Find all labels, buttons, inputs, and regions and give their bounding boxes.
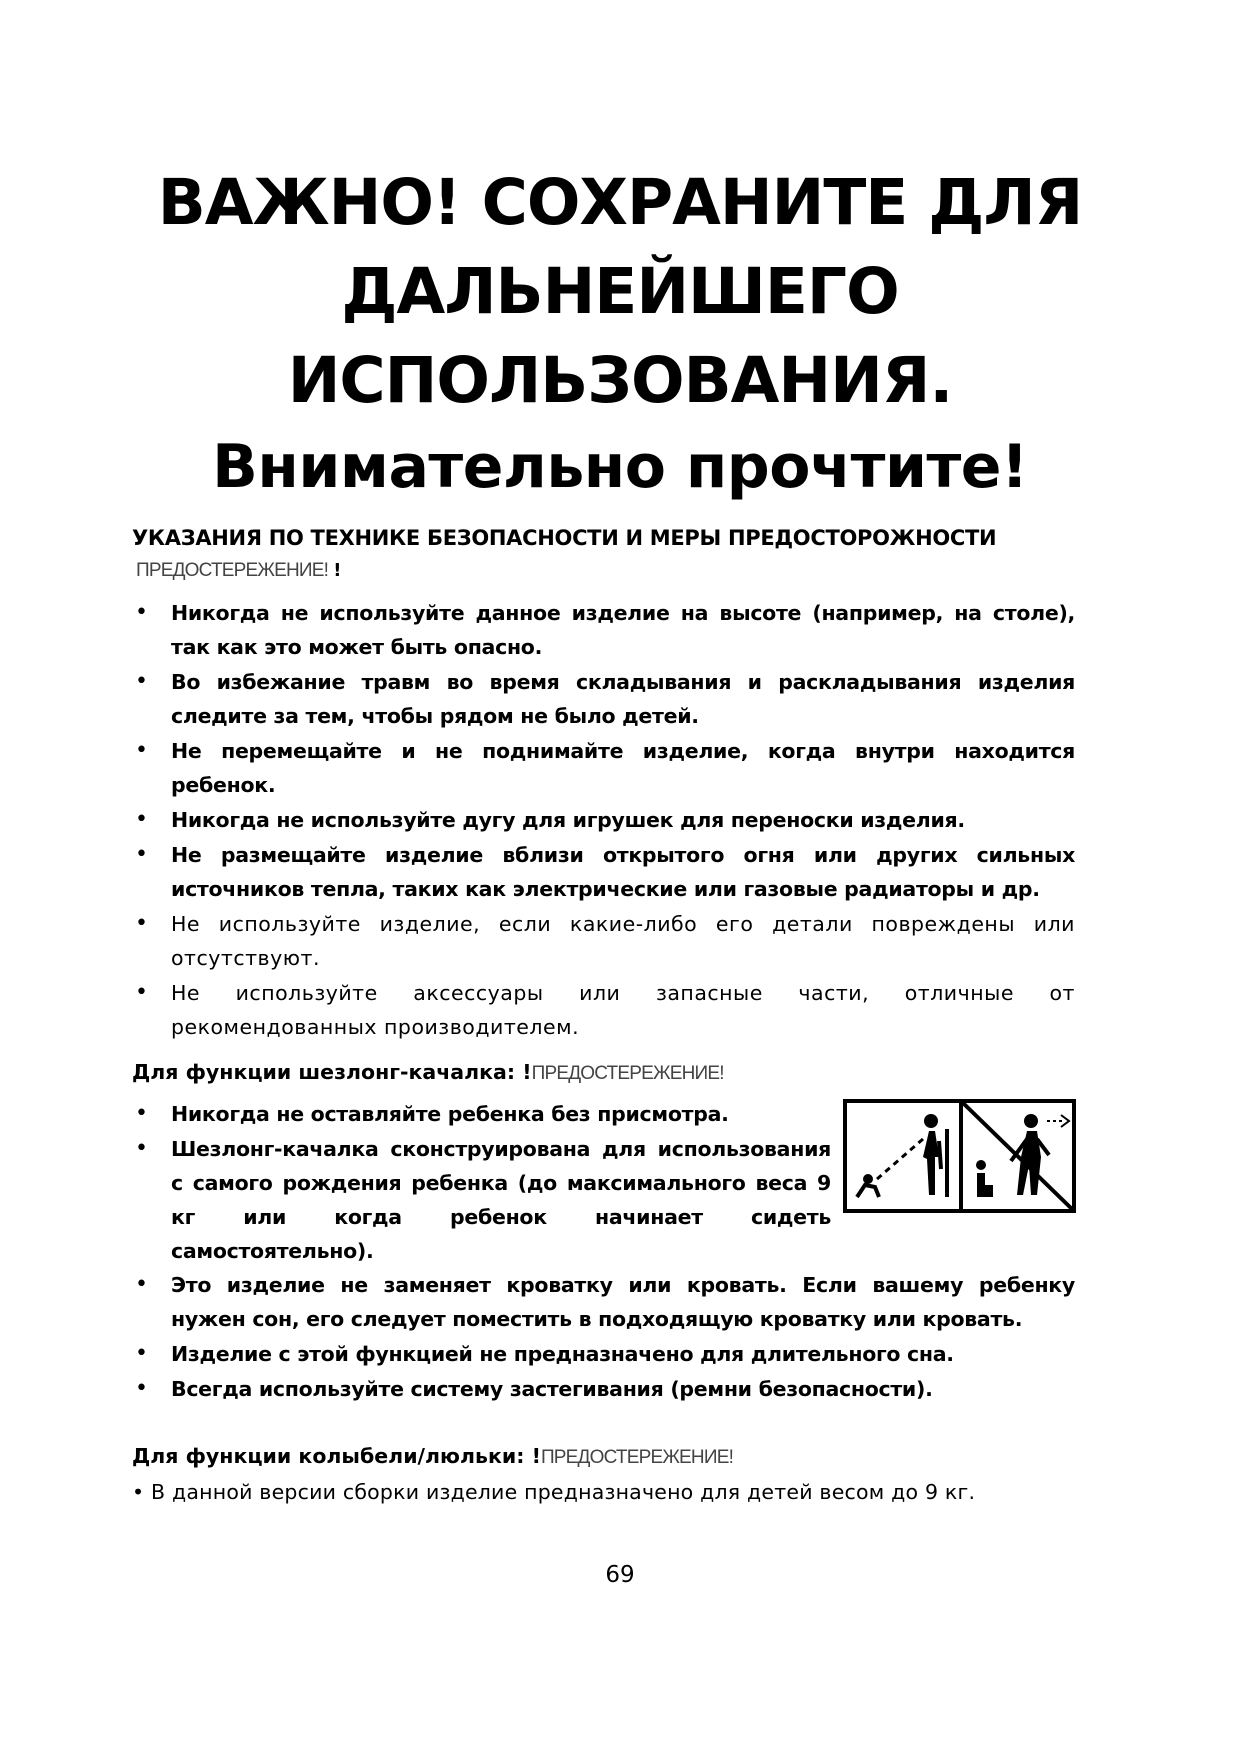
bullet: • (135, 1136, 148, 1161)
title-line-1: ВАЖНО! СОХРАНИТЕ ДЛЯ (157, 166, 1083, 239)
list-item-text: Никогда не используйте дугу для игрушек для переноски изделия. (171, 808, 965, 832)
warning-tag: ПРЕДОСТЕРЕЖЕНИЕ! (540, 1447, 734, 1468)
list-item-text: Не используйте аксессуары или запасные части, отличные от рекомендованных производителем. (171, 981, 1075, 1039)
warning-tag: ПРЕДОСТЕРЕЖЕНИЕ! (531, 1063, 724, 1084)
list-item (135, 734, 1075, 802)
bullet: • (135, 1272, 148, 1297)
bullet: • (135, 980, 148, 1005)
title-line-3: ИСПОЛЬЗОВАНИЯ. (287, 344, 953, 417)
list-item (135, 1132, 831, 1268)
list-item-text: Изделие с этой функцией не предназначено для длительного сна. (171, 1342, 954, 1366)
list-item (135, 1337, 1075, 1371)
rocker-heading-text: Для функции шезлонг-качалка: (132, 1060, 516, 1084)
rocker-exclamation: ! (522, 1060, 532, 1084)
list-item (135, 907, 1075, 975)
list-item-text: Никогда не оставляйте ребенка без присмотра. (171, 1102, 729, 1126)
rocker-list-bottom (135, 1268, 1075, 1407)
rocker-list-top (135, 1097, 831, 1269)
safety-heading: УКАЗАНИЯ ПО ТЕХНИКЕ БЕЗОПАСНОСТИ И МЕРЫ ПРЕДОСТОРОЖНОСТИ (132, 526, 997, 550)
list-item-text: Не используйте изделие, если какие-либо его детали повреждены или отсутствуют. (171, 912, 1075, 970)
list-item (135, 1372, 1075, 1406)
list-item (135, 803, 1075, 837)
list-item (135, 976, 1075, 1044)
page-subtitle: Внимательно прочтите! (212, 432, 1028, 502)
bullet: • (135, 738, 148, 763)
bullet: • (135, 1376, 148, 1401)
bullet: • (135, 1341, 148, 1366)
title-line-2: ДАЛЬНЕЙШЕГО (341, 255, 899, 328)
supervision-warning-icon (843, 1099, 1076, 1213)
list-item (135, 838, 1075, 906)
cradle-heading-text: Для функции колыбели/люльки: (132, 1444, 525, 1468)
bullet: • (135, 807, 148, 832)
list-item (135, 1268, 1075, 1336)
rocker-heading (132, 1060, 724, 1085)
page-title (120, 158, 1120, 425)
cradle-exclamation: ! (531, 1444, 541, 1468)
list-item (135, 1097, 831, 1131)
list-item-text: Не перемещайте и не поднимайте изделие, когда внутри находится ребенок. (171, 739, 1075, 797)
warning-exclamation: ! (333, 560, 342, 581)
cradle-item: • В данной версии сборки изделие предназначено для детей весом до 9 кг. (132, 1480, 976, 1504)
bullet: • (135, 1101, 148, 1126)
list-item-text: Никогда не используйте данное изделие на высоте (например, на столе), так как это может быть опасно. (171, 601, 1075, 659)
list-item (135, 665, 1075, 733)
bullet: • (135, 842, 148, 867)
list-item-text: Шезлонг-качалка сконструирована для использования с самого рождения ребенка (до максимального веса 9 кг или когда ребенок начинает сидеть самостоятельно). (171, 1137, 831, 1263)
bullet: • (135, 600, 148, 625)
list-item-text: Это изделие не заменяет кроватку или кровать. Если вашему ребенку нужен сон, его следует поместить в подходящую кроватку или кровать. (171, 1273, 1075, 1331)
bullet: • (135, 669, 148, 694)
list-item-text: Всегда используйте систему застегивания (ремни безопасности). (171, 1377, 933, 1401)
page-number: 69 (605, 1562, 635, 1588)
warning-tag: ПРЕДОСТЕРЕЖЕНИЕ! (136, 560, 329, 581)
safety-warning (136, 560, 341, 582)
cradle-heading (132, 1444, 733, 1469)
list-item-text: Во избежание травм во время складывания и раскладывания изделия следите за тем, чтобы рядом не было детей. (171, 670, 1075, 728)
bullet: • (135, 911, 148, 936)
safety-list (135, 596, 1075, 1045)
list-item-text: Не размещайте изделие вблизи открытого огня или других сильных источников тепла, таких как электрические или газовые радиаторы и др. (171, 843, 1075, 901)
list-item (135, 596, 1075, 664)
